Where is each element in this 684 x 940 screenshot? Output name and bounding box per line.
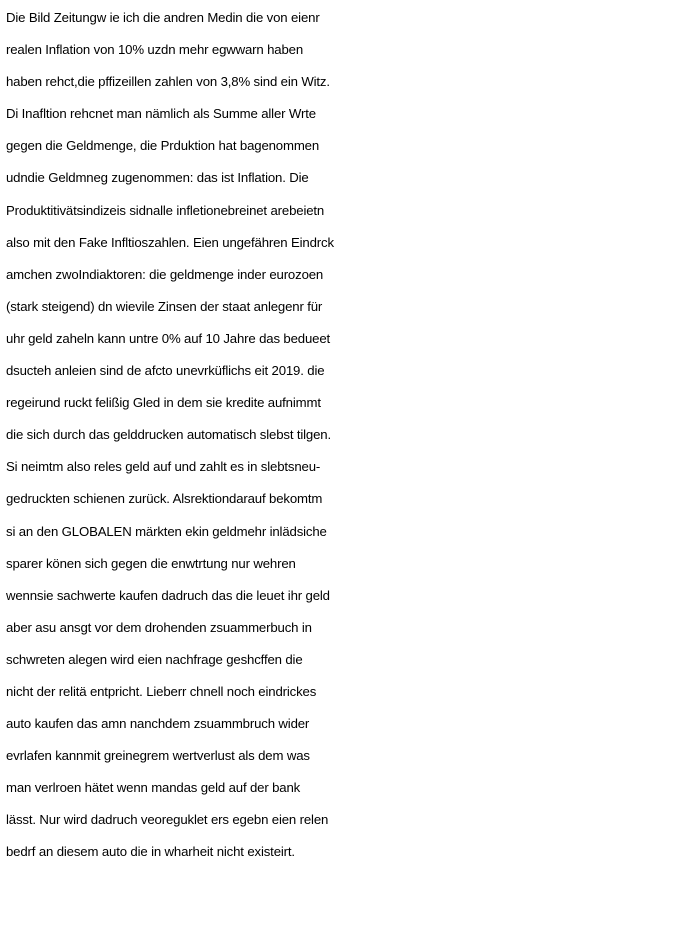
- text-line-25: man verlroen hätet wenn mandas geld auf der bank: [6, 780, 301, 796]
- text-line-20: aber asu ansgt vor dem drohenden zsuammerbuch in: [6, 619, 312, 635]
- text-line-5: gegen die Geldmenge, die Prduktion hat bagenommen: [6, 138, 320, 154]
- text-line-18: sparer kӧnen sich gegen die enwtrtung nur wehren: [6, 555, 296, 571]
- text-line-6: udndie Geldmneg zugenommen: das ist Inflation. Die: [6, 170, 309, 186]
- text-line-12: dsucteh anleien sind de afcto unevrküflichs eit 2019. die: [6, 363, 325, 379]
- text-line-16: gedruckten schienen zurück. Alsrektiondarauf bekomtm: [6, 491, 323, 507]
- text-line-10: (stark steigend) dn wievile Zinsen der staat anlegenr für: [6, 298, 323, 314]
- text-line-2: realen Inflation von 10% uzdn mehr egwwarn haben: [6, 42, 304, 58]
- text-line-3: haben rehct,die pffizeillen zahlen von 3,8% sind ein Witz.: [6, 74, 330, 90]
- text-line-19: wennsie sachwerte kaufen dadruch das die leuet ihr geld: [6, 587, 330, 603]
- text-line-11: uhr geld zaheln kann untre 0% auf 10 Jahre das bedueet: [6, 330, 331, 346]
- text-line-23: auto kaufen das amn nanchdem zsuammbruch wider: [6, 716, 310, 732]
- text-line-13: regeirund ruckt felißig Gled in dem sie kredite aufnimmt: [6, 395, 321, 411]
- text-line-15: Si neimtm also reles geld auf und zahlt es in slebtsneu-: [6, 459, 321, 475]
- text-line-4: Di Inafltion rehcnet man nämlich als Summe aller Wrte: [6, 106, 316, 122]
- text-line-24: evrlafen kannmit greinegrem wertverlust als dem was: [6, 748, 310, 764]
- text-line-7: Produktitivätsindizeis sidnalle infletionebreinet arebeietn: [6, 202, 325, 218]
- text-line-8: also mit den Fake Infltioszahlen. Eien ungefähren Eindrck: [6, 234, 334, 250]
- text-line-21: schwreten alegen wird eien nachfrage geshcffen die: [6, 651, 303, 667]
- text-line-14: die sich durch das gelddrucken automatisch slebst tilgen.: [6, 427, 331, 443]
- text-line-1: Die Bild Zeitungw ie ich die andren Medin die von eienr: [6, 10, 320, 25]
- text-line-9: amchen zwoIndiaktoren: die geldmenge inder eurozoen: [6, 266, 324, 282]
- text-line-27: bedrf an diesem auto die in wharheit nicht existeirt.: [6, 844, 295, 860]
- text-line-22: nicht der relitä entpricht. Lieberr chnell noch eindrickes: [6, 683, 317, 699]
- text-line-26: lässt. Nur wird dadruch veoreguklet ers egebn eien relen: [6, 812, 329, 828]
- text-line-17: si an den GLOBALEN märkten ekin geldmehr inlädsiche: [6, 523, 327, 539]
- text-block: [6, 2, 682, 869]
